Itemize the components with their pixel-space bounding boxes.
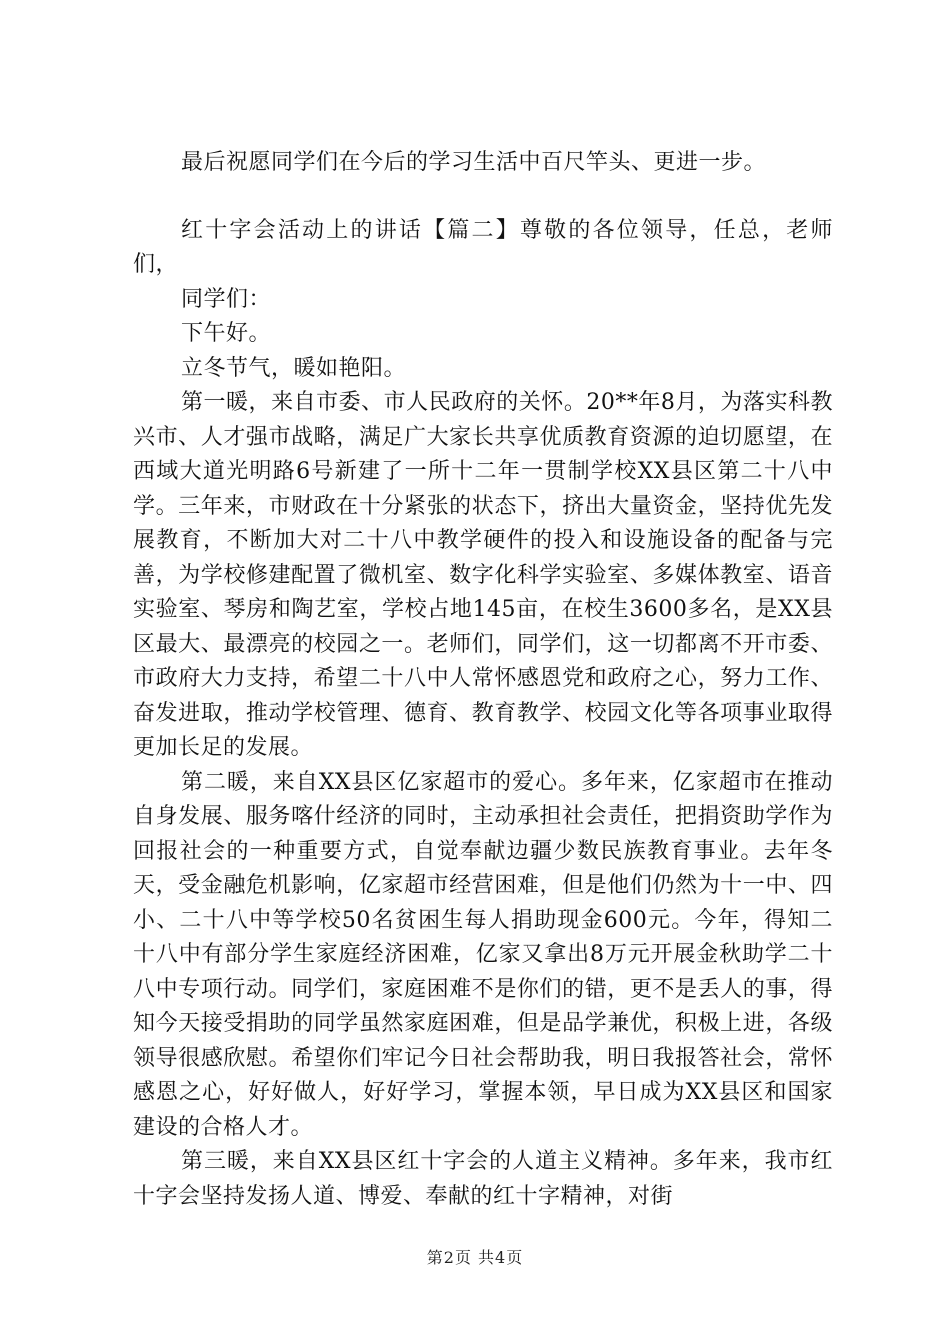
opening-line: 立冬节气，暖如艳阳。 bbox=[181, 355, 407, 381]
closing-paragraph: 最后祝愿同学们在今后的学习生活中百尺竿头、更进一步。 bbox=[181, 150, 767, 175]
speech-title-paragraph: 红十字会活动上的讲话【篇二】尊敬的各位领导，任总，老师们， bbox=[133, 217, 833, 277]
greeting-students: 同学们： bbox=[181, 286, 272, 312]
third-warmth-paragraph: 第三暖，来自XX县区红十字会的人道主义精神。多年来，我市红十字会坚持发扬人道、博爱、奉献的红十字精神，对街 bbox=[133, 1149, 833, 1209]
first-warmth-paragraph: 第一暖，来自市委、市人民政府的关怀。20**年8月，为落实科教兴市、人才强市战略，满足广大家长共享优质教育资源的迫切愿望，在西域大道光明路6号新建了一所十二年一贯制学校XX县区第二十八中学。三年来，市财政在十分紧张的状态下，挤出大量资金，坚持优先发展教育，不断加大对二十八中教学硬件的投入和设施设备的配备与完善，为学校修建配置了微机室、数字化科学实验室、多媒体教室、语音实验室、琴房和陶艺室，学校占地145亩，在校生3600多名，是XX县区最大、最漂亮的校园之一。老师们，同学们，这一切都离不开市委、市政府大力支持，希望二十八中人常怀感恩党和政府之心，努力工作、奋发进取，推动学校管理、德育、教育教学、校园文化等各项事业取得更加长足的发展。 bbox=[133, 390, 833, 760]
page-number-footer: 第2页 共4页 bbox=[426, 1248, 524, 1267]
second-warmth-paragraph: 第二暖，来自XX县区亿家超市的爱心。多年来，亿家超市在推动自身发展、服务喀什经济的同时，主动承担社会责任，把捐资助学作为回报社会的一种重要方式，自觉奉献边疆少数民族教育事业。去年冬天，受金融危机影响，亿家超市经营困难，但是他们仍然为十一中、四小、二十八中等学校50名贫困生每人捐助现金600元。今年，得知二十八中有部分学生家庭经济困难，亿家又拿出8万元开展金秋助学二十八中专项行动。同学们，家庭困难不是你们的错，更不是丢人的事，得知今天接受捐助的同学虽然家庭困难，但是品学兼优，积极上进，各级领导很感欣慰。希望你们牢记今日社会帮助我，明日我报答社会，常怀感恩之心，好好做人，好好学习，掌握本领，早日成为XX县区和国家建设的合格人才。 bbox=[133, 769, 833, 1140]
document-body bbox=[133, 146, 833, 1214]
greeting-afternoon: 下午好。 bbox=[181, 321, 272, 346]
